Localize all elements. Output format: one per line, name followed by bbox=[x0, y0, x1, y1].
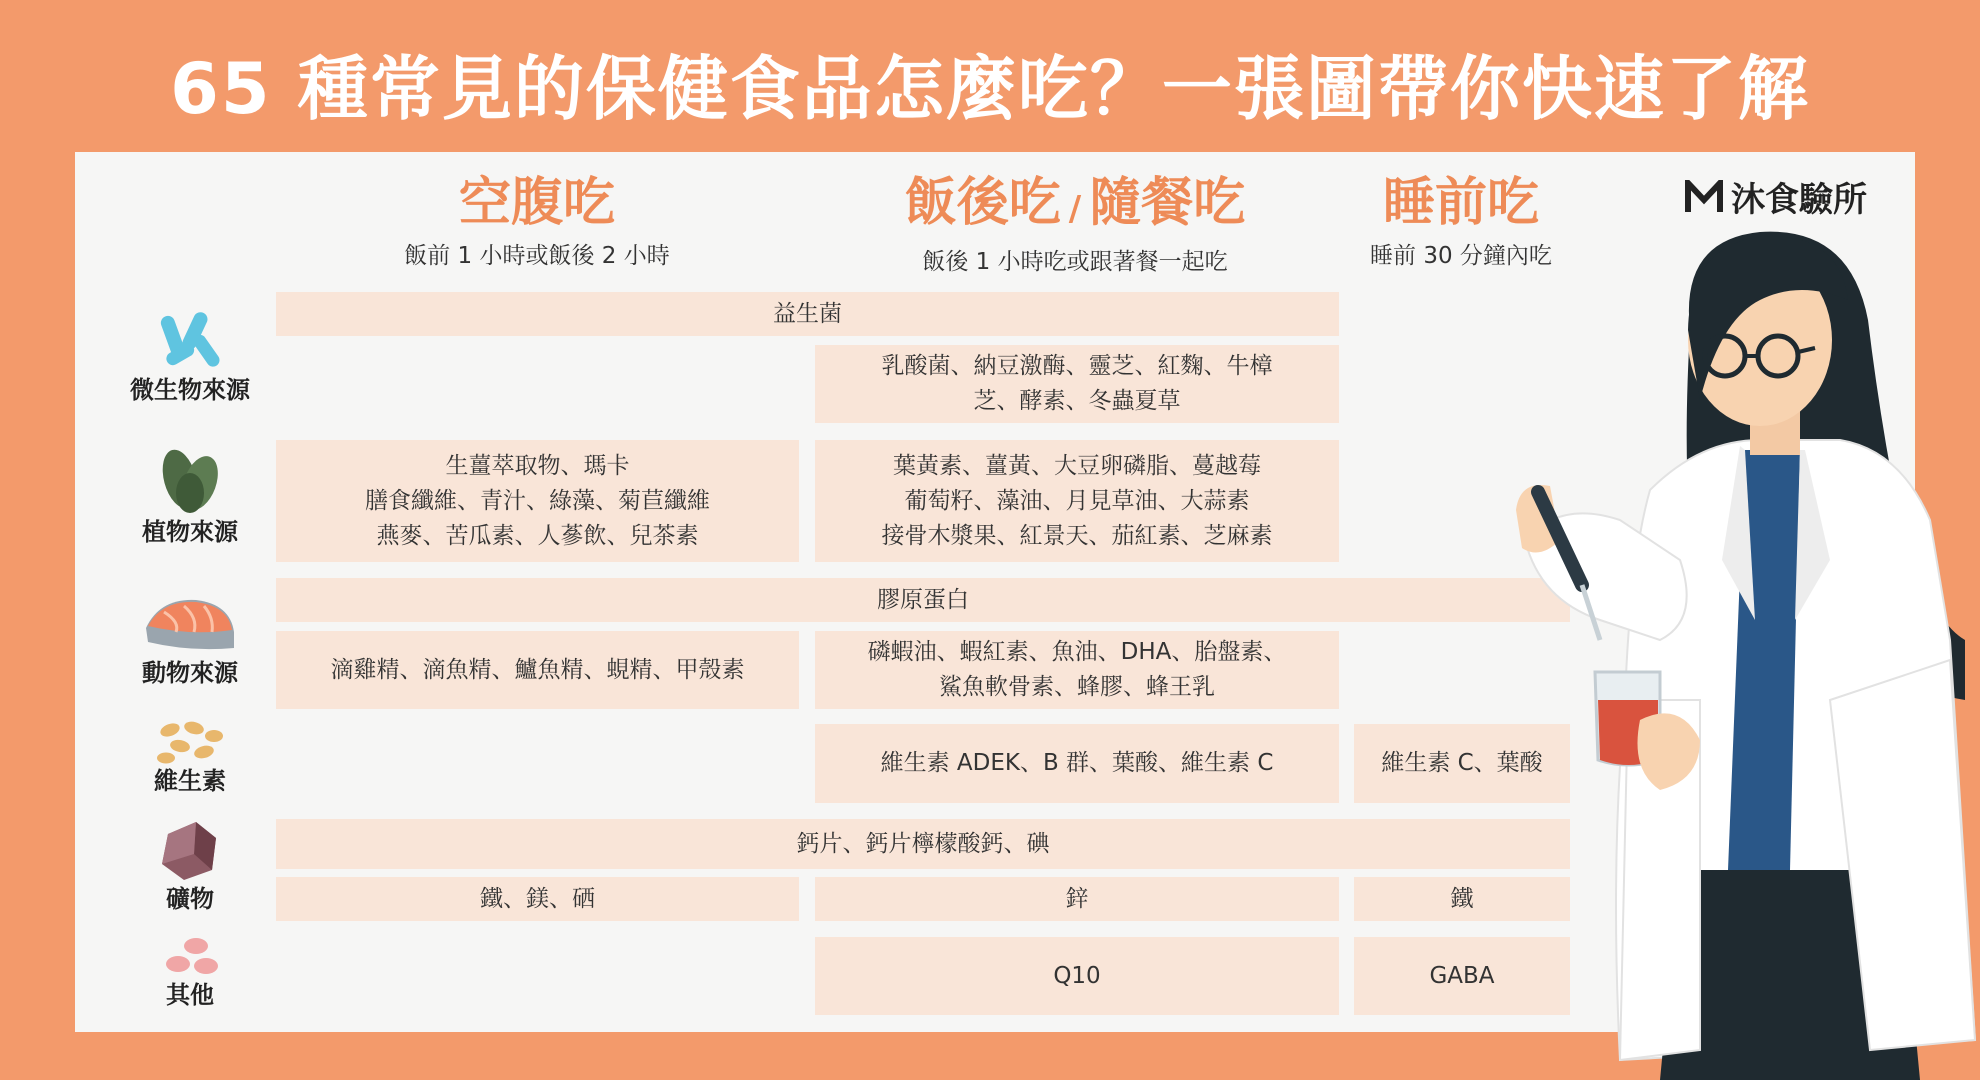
cell-probiotics: 益生菌 bbox=[276, 292, 1339, 336]
page-title: 65 種常見的保健食品怎麼吃？一張圖帶你快速了解 bbox=[170, 48, 1810, 130]
brand-name: 沐食驗所 bbox=[1731, 180, 1867, 220]
category-label: 維生素 bbox=[154, 767, 226, 795]
column-title-part: 飯後吃 bbox=[904, 173, 1061, 233]
cell-vitamin-after-meal: 維生素 ADEK、B 群、葉酸、維生素 C bbox=[815, 724, 1339, 803]
category-label: 植物來源 bbox=[142, 518, 238, 546]
column-title-separator: / bbox=[1068, 189, 1082, 229]
cell-animal-empty-stomach: 滴雞精、滴魚精、鱸魚精、蜆精、甲殼素 bbox=[276, 631, 799, 709]
cell-mineral-after-meal: 鋅 bbox=[815, 877, 1339, 921]
cell-animal-after-meal: 磷蝦油、蝦紅素、魚油、DHA、胎盤素、 鯊魚軟骨素、蜂膠、蜂王乳 bbox=[815, 631, 1339, 709]
category-label: 動物來源 bbox=[142, 659, 238, 687]
column-subtitle: 睡前 30 分鐘內吃 bbox=[1370, 243, 1552, 269]
cell-other-after-meal: Q10 bbox=[815, 937, 1339, 1015]
column-subtitle: 飯前 1 小時或飯後 2 小時 bbox=[404, 243, 670, 269]
column-title: 空腹吃 bbox=[458, 173, 615, 233]
cell-plant-empty-stomach: 生薑萃取物、瑪卡 膳食纖維、青汁、綠藻、菊苣纖維 燕麥、苦瓜素、人蔘飲、兒茶素 bbox=[276, 440, 799, 562]
cell-calcium: 鈣片、鈣片檸檬酸鈣、碘 bbox=[276, 819, 1570, 869]
category-label: 微生物來源 bbox=[130, 376, 250, 404]
cell-mineral-empty-stomach: 鐵、鎂、硒 bbox=[276, 877, 799, 921]
cell-plant-after-meal: 葉黃素、薑黃、大豆卵磷脂、蔓越莓 葡萄籽、藻油、月見草油、大蒜素 接骨木漿果、紅景天、茄紅素、芝麻素 bbox=[815, 440, 1339, 562]
column-title: 睡前吃 bbox=[1382, 173, 1539, 233]
cell-vitamin-bedtime: 維生素 C、葉酸 bbox=[1354, 724, 1570, 803]
category-label: 其他 bbox=[166, 981, 214, 1009]
column-title-part: 隨餐吃 bbox=[1089, 173, 1246, 233]
cell-microbe-after-meal: 乳酸菌、納豆激酶、靈芝、紅麴、牛樟 芝、酵素、冬蟲夏草 bbox=[815, 345, 1339, 423]
cell-mineral-bedtime: 鐵 bbox=[1354, 877, 1570, 921]
column-subtitle: 飯後 1 小時吃或跟著餐一起吃 bbox=[922, 249, 1228, 275]
cell-collagen: 膠原蛋白 bbox=[276, 578, 1570, 622]
cell-other-bedtime: GABA bbox=[1354, 937, 1570, 1015]
category-label: 礦物 bbox=[166, 885, 214, 913]
